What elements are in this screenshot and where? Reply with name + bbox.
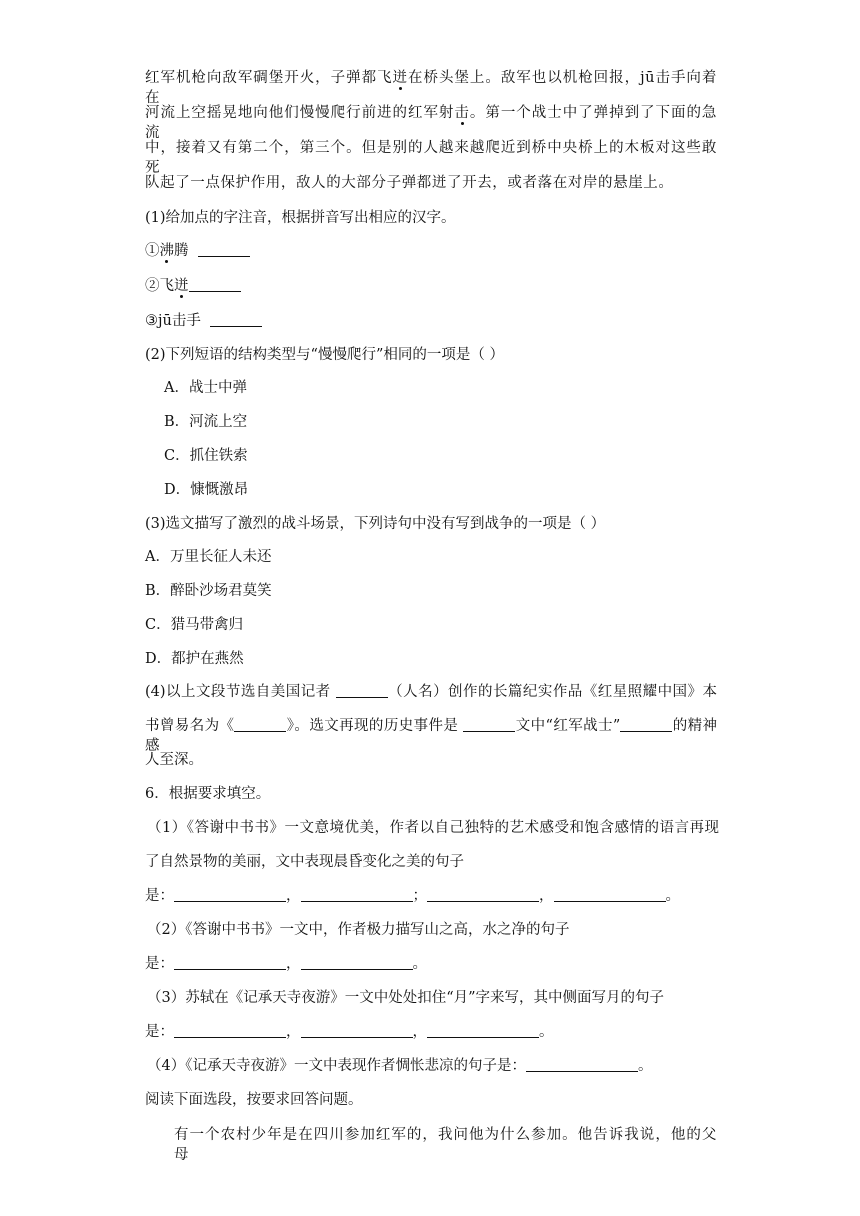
- answer-blank[interactable]: [210, 312, 262, 327]
- answer-blank[interactable]: [301, 955, 413, 970]
- q6-p1-line-3: [145, 886, 717, 906]
- q4-text: （人名）创作的长篇纪实作品《红星照耀中国》本: [387, 684, 717, 700]
- passage-text: 。第一个战士中了弹掉到了下面的急流: [145, 105, 718, 141]
- q6-p2-line-2: [145, 954, 717, 974]
- answer-blank[interactable]: [463, 717, 515, 732]
- q4-text: 》。选文再现的历史事件是: [286, 718, 464, 734]
- q1-stem: (1)给加点的字注音，根据拼音写出相应的汉字。: [145, 210, 456, 226]
- passage-line-4: 队起了一点保护作用，敌人的大部分子弹都迸了开去，或者落在对岸的悬崖上。: [145, 175, 674, 191]
- q6-p3-line-1: （3）苏轼在《记承天寺夜游》一文中处处扣住“月”字来写，其中侧面写月的句子: [147, 990, 665, 1006]
- punct: ，: [286, 956, 301, 972]
- passage-line-1: [145, 68, 717, 108]
- q6-p3-line-2: [145, 1022, 717, 1042]
- q3-option-d[interactable]: D．都护在燕然: [145, 651, 244, 667]
- answer-blank[interactable]: [174, 1023, 286, 1038]
- q6-text: 是：: [145, 1024, 174, 1040]
- punct: 。: [539, 1024, 554, 1040]
- q6-text: 是：: [145, 956, 174, 972]
- reading-paragraph-start: 有一个农村少年是在四川参加红军的，我问他为什么参加。他告诉我说，他的父母: [174, 1127, 717, 1163]
- dotted-char: 沸: [159, 243, 174, 259]
- reading-intro: 阅读下面选段，按要求回答问题。: [145, 1092, 363, 1108]
- item-text: 腾: [174, 243, 189, 259]
- passage-text: 河流上空摇晃地向他们慢慢爬行前进的红军射: [145, 105, 455, 121]
- q4-text: 文中“红军战士”: [515, 718, 621, 734]
- answer-blank[interactable]: [554, 887, 666, 902]
- q6-p1-line-1: （1）《答谢中书书》一文意境优美，作者以自己独特的艺术感受和饱含感情的语言再现: [147, 820, 719, 836]
- passage-line-2: [145, 103, 717, 143]
- answer-blank[interactable]: [620, 717, 672, 732]
- answer-blank[interactable]: [301, 887, 413, 902]
- item-prefix: ①: [145, 243, 160, 259]
- answer-blank[interactable]: [174, 887, 286, 902]
- dotted-char: 击: [454, 105, 470, 121]
- q6-p2-line-1: （2）《答谢中书书》一文中，作者极力描写山之高，水之净的句子: [147, 922, 570, 938]
- punct: 。: [412, 956, 427, 972]
- answer-blank[interactable]: [526, 1057, 638, 1072]
- answer-blank[interactable]: [234, 717, 286, 732]
- q2-option-a[interactable]: A．战士中弹: [164, 380, 247, 396]
- dotted-char: 迸: [392, 70, 409, 86]
- q4-text: 的精神感: [145, 718, 718, 754]
- q3-option-b[interactable]: B．醉卧沙场君莫笑: [145, 583, 272, 599]
- q4-line-1: [145, 682, 717, 702]
- answer-blank[interactable]: [336, 683, 388, 698]
- q6-text: 是：: [145, 888, 174, 904]
- answer-blank[interactable]: [427, 1023, 539, 1038]
- q3-stem: (3)选文描写了激烈的战斗场景，下列诗句中没有写到战争的一项是（ ）: [145, 516, 606, 532]
- q6-p4-line-1: [147, 1056, 719, 1076]
- item-text: ③jū击手: [145, 313, 201, 329]
- q2-stem: (2)下列短语的结构类型与“慢慢爬行”相同的一项是（ ）: [145, 347, 504, 363]
- punct: ，: [286, 1024, 301, 1040]
- q2-option-b[interactable]: B．河流上空: [164, 414, 248, 430]
- dotted-char: 迸: [174, 278, 189, 294]
- item-prefix: ②飞: [145, 278, 174, 294]
- q6-p1-line-2: 了自然景物的美丽，文中表现晨昏变化之美的句子: [145, 854, 464, 870]
- q4-text: (4)以上文段节选自美国记者: [145, 684, 336, 700]
- answer-blank[interactable]: [301, 1023, 413, 1038]
- passage-text: 红军机枪向敌军碉堡开火，子弹都飞: [145, 70, 393, 86]
- q1-item-3: [145, 311, 717, 331]
- q3-option-a[interactable]: A．万里长征人未还: [145, 549, 272, 565]
- q1-item-1: [145, 241, 717, 261]
- q1-item-2: [145, 276, 717, 296]
- passage-text: 在桥头堡上。敌军也以机枪回报，jū击手向着在: [145, 70, 717, 106]
- punct: ，: [412, 1024, 427, 1040]
- q6-text: （4）《记承天寺夜游》一文中表现作者惆怅悲凉的句子是：: [147, 1058, 526, 1074]
- q4-text: 书曾易名为《: [145, 718, 235, 734]
- punct: ，: [539, 888, 554, 904]
- answer-blank[interactable]: [427, 887, 539, 902]
- punct: 。: [637, 1058, 653, 1074]
- punct: 。: [665, 888, 680, 904]
- q3-option-c[interactable]: C．猎马带禽归: [145, 617, 244, 633]
- q2-option-c[interactable]: C．抓住铁索: [164, 448, 248, 464]
- answer-blank[interactable]: [198, 242, 250, 257]
- q2-option-d[interactable]: D．慷慨激昂: [164, 482, 249, 498]
- punct: ，: [286, 888, 301, 904]
- q6-title: 6．根据要求填空。: [145, 786, 271, 802]
- answer-blank[interactable]: [189, 277, 241, 292]
- q4-line-3: 人至深。: [145, 752, 203, 768]
- passage-line-3: 中，接着又有第二个，第三个。但是别的人越来越爬近到桥中央桥上的木板对这些敢死: [145, 140, 717, 176]
- punct: ；: [412, 888, 427, 904]
- answer-blank[interactable]: [174, 955, 286, 970]
